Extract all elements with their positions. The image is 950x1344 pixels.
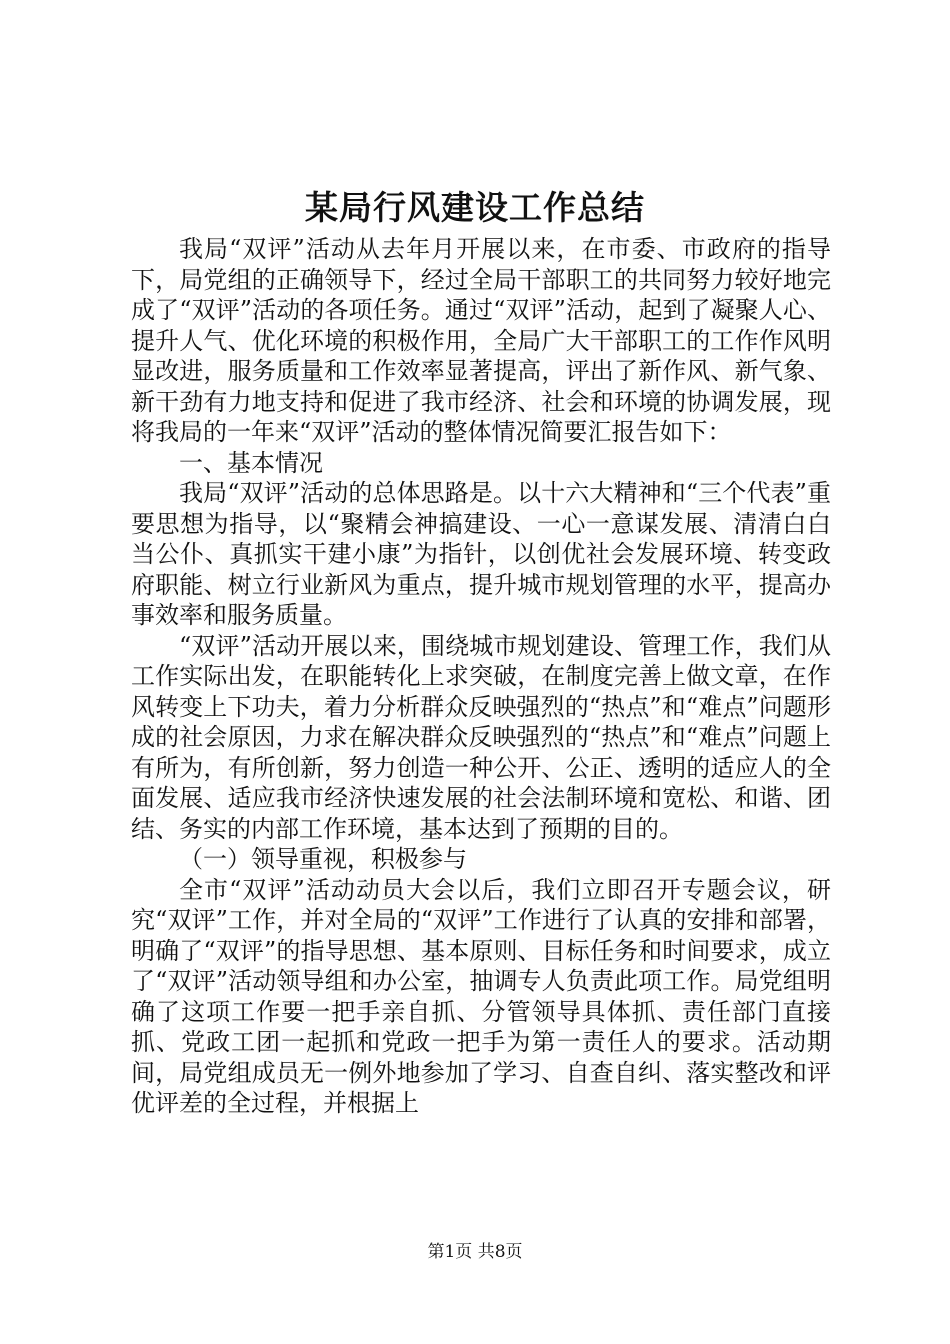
overall-approach-paragraph: 我局“双评”活动的总体思路是。以十六大精神和“三个代表”重要思想为指导，以“聚精会神搞建设、一心一意谋发展、清清白白当公仆、真抓实干建小康”为指针，以创优社会发展环境、转变政府职能、树立行业新风为重点，提升城市规划管理的水平，提高办事效率和服务质量。	[131, 479, 831, 629]
section-heading-basic-situation: 一、基本情况	[179, 448, 323, 477]
page-footer: 第1页 共8页	[427, 1242, 523, 1262]
document-body	[131, 234, 831, 1119]
leadership-paragraph: 全市“双评”活动动员大会以后，我们立即召开专题会议，研究“双评”工作，并对全局的“双评”工作进行了认真的安排和部署，明确了“双评”的指导思想、基本原则、目标任务和时间要求，成立了“双评”活动领导组和办公室，抽调专人负责此项工作。局党组明确了这项工作要一把手亲自抓、分管领导具体抓、责任部门直接抓、党政工团一起抓和党政一把手为第一责任人的要求。活动期间，局党组成员无一例外地参加了学习、自查自纠、落实整改和评优评差的全过程，并根据上	[131, 875, 831, 1117]
subsection-heading-leadership: （一）领导重视，积极参与	[179, 845, 467, 873]
document-title: 某局行风建设工作总结	[305, 188, 645, 227]
activity-progress-paragraph: “双评”活动开展以来，围绕城市规划建设、管理工作，我们从工作实际出发，在职能转化上求突破，在制度完善上做文章，在作风转变上下功夫，着力分析群众反映强烈的“热点”和“难点”问题形成的社会原因，力求在解决群众反映强烈的“热点”和“难点”问题上有所为，有所创新，努力创造一种公开、公正、透明的适应人的全面发展、适应我市经济快速发展的社会法制环境和宽松、和谐、团结、务实的内部工作环境，基本达到了预期的目的。	[131, 631, 831, 843]
intro-paragraph: 我局“双评”活动从去年月开展以来，在市委、市政府的指导下，局党组的正确领导下，经过全局干部职工的共同努力较好地完成了“双评”活动的各项任务。通过“双评”活动，起到了凝聚人心、提升人气、优化环境的积极作用，全局广大干部职工的工作作风明显改进，服务质量和工作效率显著提高，评出了新作风、新气象、新干劲有力地支持和促进了我市经济、社会和环境的协调发展，现将我局的一年来“双评”活动的整体情况简要汇报告如下：	[131, 235, 831, 446]
